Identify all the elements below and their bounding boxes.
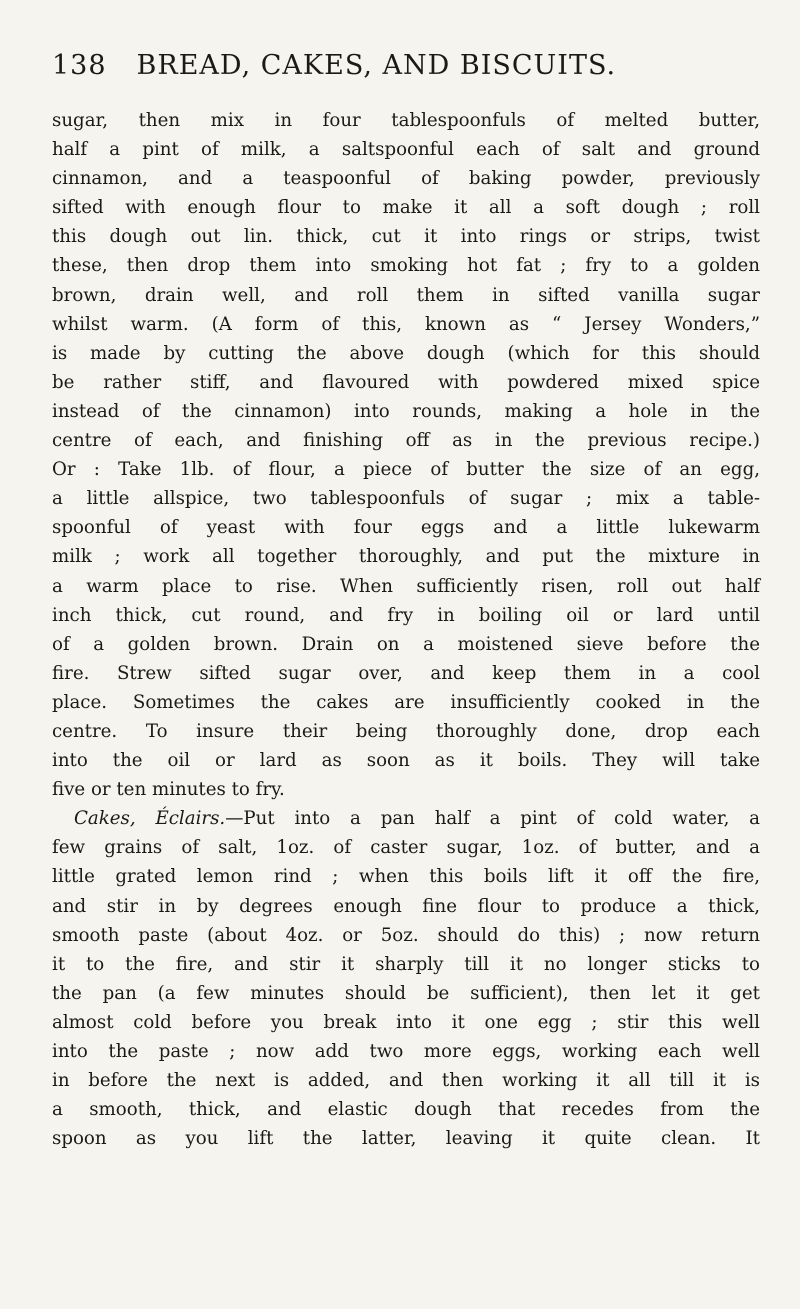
text-line: be rather stiff, and flavoured with powdered mixed spice bbox=[52, 371, 760, 393]
eclairs-first-line-text: —Put into a pan half a pint of cold water, a bbox=[225, 808, 760, 830]
text-line: and stir in by degrees enough fine flour to produce a thick, bbox=[52, 895, 760, 917]
text-line: into the paste ; now add two more eggs, working each well bbox=[52, 1041, 760, 1062]
text-line: this dough out lin. thick, cut it into rings or strips, twist bbox=[52, 226, 760, 248]
text-line: it to the fire, and stir it sharply till it no longer sticks to bbox=[52, 953, 760, 975]
text-line: a little allspice, two tablespoonfuls of sugar ; mix a table- bbox=[52, 488, 760, 510]
text-line: few grains of salt, 1oz. of caster sugar, 1oz. of butter, and a bbox=[52, 837, 760, 859]
text-line: whilst warm. (A form of this, known as “ Jersey Wonders,” bbox=[52, 313, 760, 335]
text-line: into the oil or lard as soon as it boils. They will take bbox=[52, 750, 760, 772]
text-line: cinnamon, and a teaspoonful of baking powder, previously bbox=[52, 168, 760, 190]
text-line: centre. To insure their being thoroughly done, drop each bbox=[52, 720, 760, 742]
text-line: fire. Strew sifted sugar over, and keep them in a cool bbox=[52, 662, 760, 684]
text-line: sugar, then mix in four tablespoonfuls of melted butter, bbox=[52, 110, 760, 131]
page-title: BREAD, CAKES, AND BISCUITS. bbox=[136, 50, 617, 81]
text-line: of a golden brown. Drain on a moistened sieve before the bbox=[52, 633, 760, 655]
text-line: the pan (a few minutes should be sufficient), then let it get bbox=[52, 982, 760, 1004]
text-line: spoonful of yeast with four eggs and a little lukewarm bbox=[52, 517, 760, 539]
text-line: little grated lemon rind ; when this boils lift it off the fire, bbox=[52, 866, 760, 888]
text-line: place. Sometimes the cakes are insufficiently cooked in the bbox=[52, 691, 760, 713]
text-line: five or ten minutes to fry. bbox=[52, 779, 285, 801]
text-line: a warm place to rise. When sufficiently risen, roll out half bbox=[52, 575, 760, 597]
text-line: brown, drain well, and roll them in sifted vanilla sugar bbox=[52, 284, 760, 306]
text-line: centre of each, and finishing off as in the previous recipe.) bbox=[52, 430, 760, 452]
text-line: a smooth, thick, and elastic dough that recedes from the bbox=[52, 1099, 760, 1121]
recipe-heading: Cakes, Éclairs. bbox=[74, 808, 226, 830]
eclairs-first-line bbox=[52, 804, 760, 833]
text-line: milk ; work all together thoroughly, and put the mixture in bbox=[52, 546, 760, 568]
text-line: half a pint of milk, a saltspoonful each of salt and ground bbox=[52, 139, 760, 161]
running-head bbox=[52, 50, 752, 81]
body-text bbox=[52, 106, 760, 1153]
text-line: is made by cutting the above dough (which for this should bbox=[52, 342, 760, 364]
text-line: inch thick, cut round, and fry in boiling oil or lard until bbox=[52, 604, 760, 626]
text-line: almost cold before you break into it one egg ; stir this well bbox=[52, 1011, 760, 1033]
text-line: spoon as you lift the latter, leaving it quite clean. It bbox=[52, 1128, 760, 1150]
text-line: Or : Take 1lb. of flour, a piece of butter the size of an egg, bbox=[52, 459, 760, 481]
text-line: sifted with enough flour to make it all a soft dough ; roll bbox=[52, 197, 760, 219]
text-line: these, then drop them into smoking hot fat ; fry to a golden bbox=[52, 255, 760, 277]
text-line: instead of the cinnamon) into rounds, making a hole in the bbox=[52, 400, 760, 422]
page-number: 138 bbox=[52, 50, 107, 81]
text-line: smooth paste (about 4oz. or 5oz. should do this) ; now return bbox=[52, 924, 760, 946]
text-line: in before the next is added, and then working it all till it is bbox=[52, 1070, 760, 1092]
